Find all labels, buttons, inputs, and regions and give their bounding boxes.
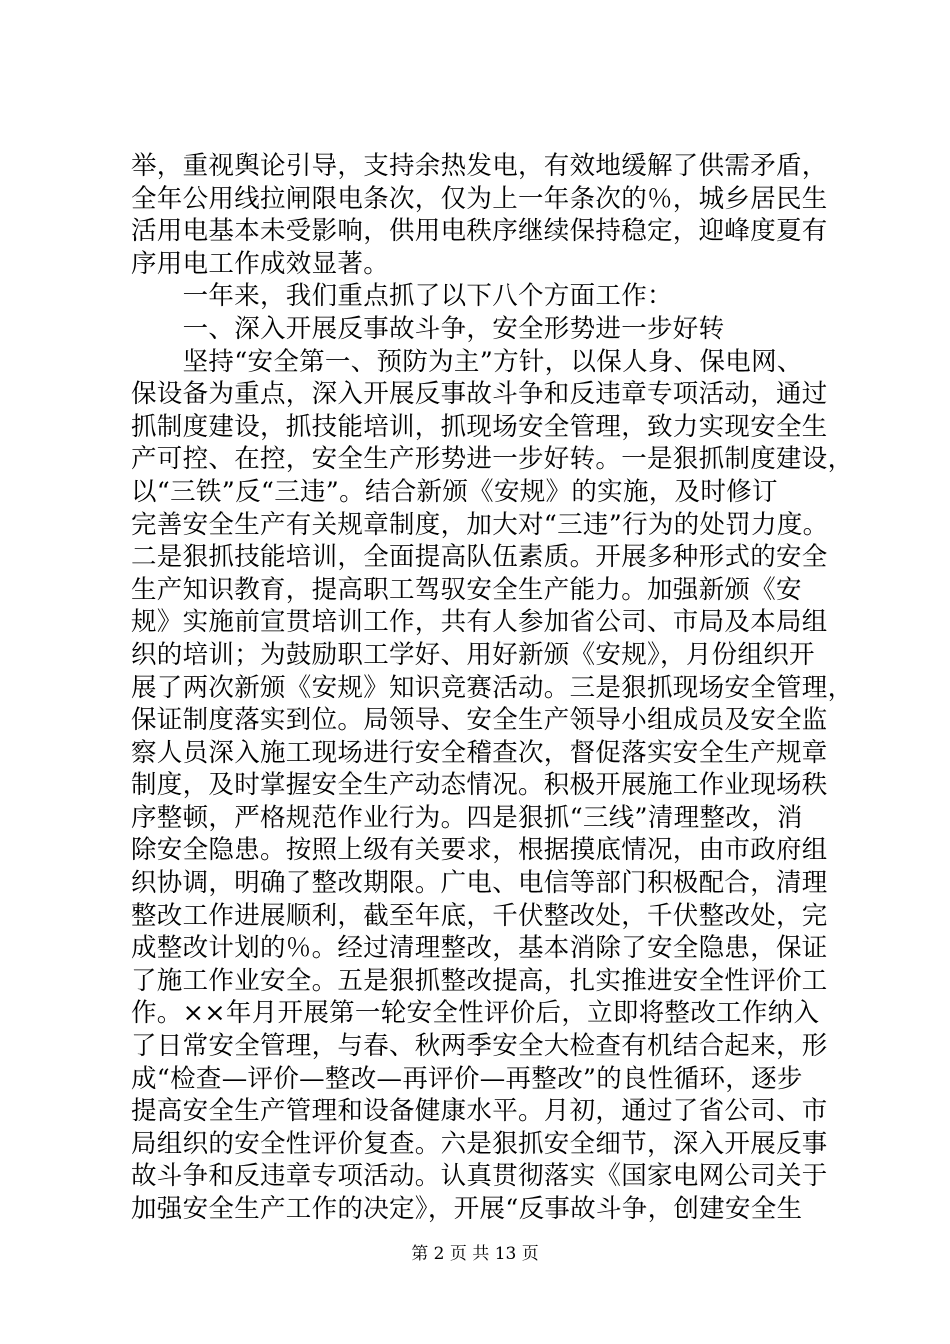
text-line: 加强安全生产工作的决定》，开展“反事故斗争，创建安全生 [131, 1194, 803, 1224]
text-line: 故斗争和反违章专项活动。认真贯彻落实《国家电网公司关于 [131, 1161, 828, 1192]
text-line: 序用电工作成效显著。 [131, 248, 390, 279]
text-line: 织协调，明确了整改期限。广电、电信等部门积极配合，清理 [131, 868, 828, 899]
text-line: 察人员深入施工现场进行安全稽查次，督促落实安全生产规章 [131, 737, 828, 768]
text-line: 序整顿，严格规范作业行为。四是狠抓“三线”清理整改，消 [131, 802, 803, 833]
text-line: 展了两次新颁《安规》知识竞赛活动。三是狠抓现场安全管理， [131, 672, 854, 703]
text-line: 了施工作业安全。五是狠抓整改提高，扎实推进安全性评价工 [131, 965, 828, 996]
text-line: 提高安全生产管理和设备健康水平。月初，通过了省公司、市 [131, 1096, 828, 1127]
page-number-footer: 第 2 页 共 13 页 [411, 1244, 539, 1264]
text-line: 制度，及时掌握安全生产动态情况。积极开展施工作业现场秩 [131, 770, 828, 801]
text-line: 局组织的安全性评价复查。六是狠抓安全细节，深入开展反事 [131, 1128, 828, 1159]
text-line: 保证制度落实到位。局领导、安全生产领导小组成员及安全监 [131, 705, 828, 736]
document-body [131, 150, 854, 1226]
text-line: 规》实施前宣贯培训工作，共有人参加省公司、市局及本局组 [131, 607, 828, 638]
text-line: 二是狠抓技能培训，全面提高队伍素质。开展多种形式的安全 [131, 542, 828, 573]
text-line: 坚持“安全第一、预防为主”方针，以保人身、保电网、 [131, 346, 803, 377]
section-heading: 一、深入开展反事故斗争，安全形势进一步好转 [131, 313, 725, 344]
text-line: 完善安全生产有关规章制度，加大对“三违”行为的处罚力度。 [131, 509, 829, 540]
text-line: 产可控、在控，安全生产形势进一步好转。一是狠抓制度建设， [131, 444, 854, 475]
text-line: 以“三铁”反“三违”。结合新颁《安规》的实施，及时修订 [131, 476, 778, 507]
text-line: 全年公用线拉闸限电条次，仅为上一年条次的％，城乡居民生 [131, 183, 828, 214]
text-line: 了日常安全管理，与春、秋两季安全大检查有机结合起来，形 [131, 1031, 828, 1062]
text-line: 生产知识教育，提高职工驾驭安全生产能力。加强新颁《安 [131, 574, 802, 605]
text-line: 织的培训；为鼓励职工学好、用好新颁《安规》，月份组织开 [131, 639, 815, 670]
text-line: 成整改计划的％。经过清理整改，基本消除了安全隐患，保证 [131, 933, 828, 964]
text-line: 整改工作进展顺利，截至年底，千伏整改处，千伏整改处，完 [131, 900, 828, 931]
text-line: 除安全隐患。按照上级有关要求，根据摸底情况，由市政府组 [131, 835, 828, 866]
text-line: 成“检查—评价—整改—再评价—再整改”的良性循环，逐步 [131, 1063, 803, 1094]
text-line: 一年来，我们重点抓了以下八个方面工作： [131, 281, 673, 312]
text-line: 活用电基本未受影响，供用电秩序继续保持稳定，迎峰度夏有 [131, 216, 828, 247]
text-line: 抓制度建设，抓技能培训，抓现场安全管理，致力实现安全生 [131, 411, 828, 442]
text-line: 保设备为重点，深入开展反事故斗争和反违章专项活动，通过 [131, 379, 828, 410]
text-line: 举，重视舆论引导，支持余热发电，有效地缓解了供需矛盾， [131, 151, 828, 181]
text-line: 作。××年月开展第一轮安全性评价后，立即将整改工作纳入 [131, 998, 820, 1029]
